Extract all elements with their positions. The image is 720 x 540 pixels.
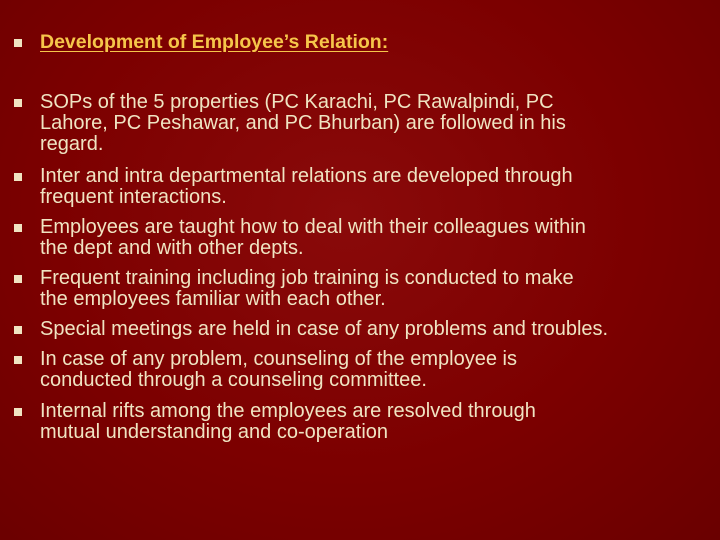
list-item-line: mutual understanding and co-operation [40, 421, 389, 443]
square-bullet-icon [14, 224, 22, 232]
list-item-line: SOPs of the 5 properties (PC Karachi, PC Rawalpindi, PC [40, 91, 554, 113]
list-item-line: In case of any problem, counseling of the employee is [40, 348, 517, 370]
square-bullet-icon [14, 326, 22, 334]
square-bullet-icon [14, 408, 22, 416]
list-item-line: Inter and intra departmental relations are developed through [40, 165, 573, 187]
list-item-line: the dept and with other depts. [40, 237, 304, 259]
list-item-line: conducted through a counseling committee. [40, 369, 427, 391]
square-bullet-icon [14, 99, 22, 107]
list-item-line: frequent interactions. [40, 186, 227, 208]
list-item-line: Employees are taught how to deal with their colleagues within [40, 216, 586, 238]
list-item-line: Frequent training including job training is conducted to make [40, 267, 574, 289]
square-bullet-icon [14, 173, 22, 181]
list-item-line: Internal rifts among the employees are resolved through [40, 400, 536, 422]
list-item-line: the employees familiar with each other. [40, 288, 386, 310]
square-bullet-icon [14, 39, 22, 47]
list-item-line: Lahore, PC Peshawar, and PC Bhurban) are followed in his [40, 112, 566, 134]
square-bullet-icon [14, 275, 22, 283]
list-item-line: Special meetings are held in case of any problems and troubles. [40, 318, 609, 340]
slide-heading: Development of Employee’s Relation: [40, 31, 389, 53]
list-item-line: regard. [40, 133, 104, 155]
square-bullet-icon [14, 356, 22, 364]
